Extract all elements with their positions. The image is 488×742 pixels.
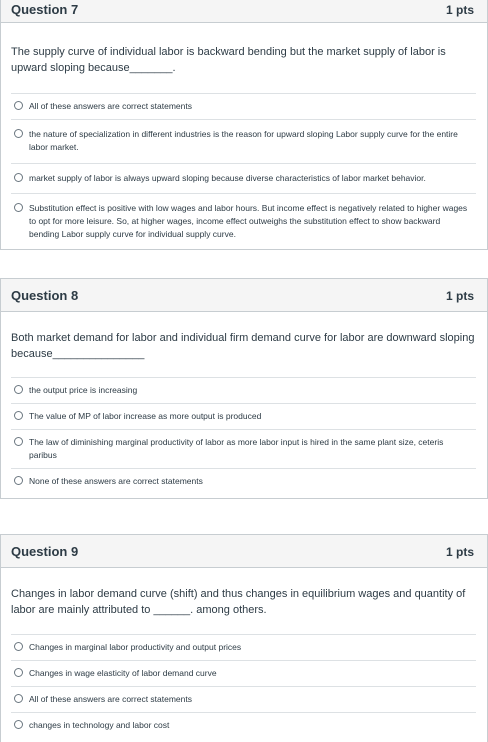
radio-button-icon[interactable] bbox=[14, 642, 23, 651]
answer-label: The value of MP of labor increase as more output is produced bbox=[29, 411, 262, 421]
question-text: Both market demand for labor and individual firm demand curve for labor are downward sloping because_______________ bbox=[11, 332, 475, 360]
answer-option[interactable] bbox=[11, 686, 476, 712]
radio-button-icon[interactable] bbox=[14, 668, 23, 677]
radio-button-icon[interactable] bbox=[14, 203, 23, 212]
radio-button-icon[interactable] bbox=[14, 694, 23, 703]
question-text: The supply curve of individual labor is backward bending but the market supply of labor is upward sloping because_______. bbox=[11, 46, 446, 74]
answer-label: changes in technology and labor cost bbox=[29, 720, 170, 730]
radio-button-icon[interactable] bbox=[14, 101, 23, 110]
answer-option[interactable] bbox=[11, 93, 476, 119]
answer-label: the nature of specialization in different industries is the reason for upward sloping Labor supply curve for the entire labor market. bbox=[29, 129, 458, 152]
answer-list bbox=[11, 93, 476, 247]
answer-option[interactable] bbox=[11, 403, 476, 429]
question-8-card bbox=[0, 278, 488, 499]
question-points: 1 pts bbox=[445, 3, 474, 17]
question-points: 1 pts bbox=[445, 289, 474, 303]
radio-button-icon[interactable] bbox=[14, 437, 23, 446]
radio-button-icon[interactable] bbox=[14, 720, 23, 729]
question-points: 1 pts bbox=[445, 545, 474, 559]
answer-label: the output price is increasing bbox=[29, 385, 138, 395]
answer-label: All of these answers are correct statements bbox=[29, 101, 192, 111]
answer-label: market supply of labor is always upward sloping because diverse characteristics of labor market behavior. bbox=[29, 173, 426, 183]
answer-option[interactable] bbox=[11, 468, 476, 494]
question-header bbox=[1, 279, 487, 312]
answer-list bbox=[11, 634, 476, 738]
question-7-card bbox=[0, 0, 488, 250]
question-header bbox=[1, 0, 487, 23]
radio-button-icon[interactable] bbox=[14, 129, 23, 138]
radio-button-icon[interactable] bbox=[14, 411, 23, 420]
answer-option[interactable] bbox=[11, 429, 476, 468]
answer-label: None of these answers are correct statements bbox=[29, 476, 203, 486]
radio-button-icon[interactable] bbox=[14, 385, 23, 394]
answer-label: The law of diminishing marginal productivity of labor as more labor input is hired in the same plant size, ceteris paribus bbox=[29, 437, 444, 460]
answer-option[interactable] bbox=[11, 163, 476, 193]
answer-label: Changes in marginal labor productivity and output prices bbox=[29, 642, 242, 652]
answer-label: Changes in wage elasticity of labor demand curve bbox=[29, 668, 217, 678]
question-text: Changes in labor demand curve (shift) and thus changes in equilibrium wages and quantity of labor are mainly attributed to ______. among others. bbox=[11, 588, 466, 616]
question-9-card bbox=[0, 534, 488, 742]
answer-label: All of these answers are correct statements bbox=[29, 694, 192, 704]
radio-button-icon[interactable] bbox=[14, 476, 23, 485]
answer-option[interactable] bbox=[11, 712, 476, 738]
answer-option[interactable] bbox=[11, 660, 476, 686]
answer-option[interactable] bbox=[11, 634, 476, 660]
question-header bbox=[1, 535, 487, 568]
answer-list bbox=[11, 377, 476, 494]
answer-option[interactable] bbox=[11, 377, 476, 403]
question-title: Question 7 bbox=[11, 2, 79, 17]
radio-button-icon[interactable] bbox=[14, 173, 23, 182]
answer-option[interactable] bbox=[11, 119, 476, 163]
answer-label: Substitution effect is positive with low wages and labor hours. But income effect is negatively related to higher wages to opt for more leisure. So, at higher wages, income effect outweighs the substitution effect to show backward bending Labor supply curve for individual supply curve. bbox=[29, 203, 468, 239]
answer-option[interactable] bbox=[11, 193, 476, 247]
question-title: Question 9 bbox=[11, 544, 79, 559]
question-title: Question 8 bbox=[11, 288, 79, 303]
